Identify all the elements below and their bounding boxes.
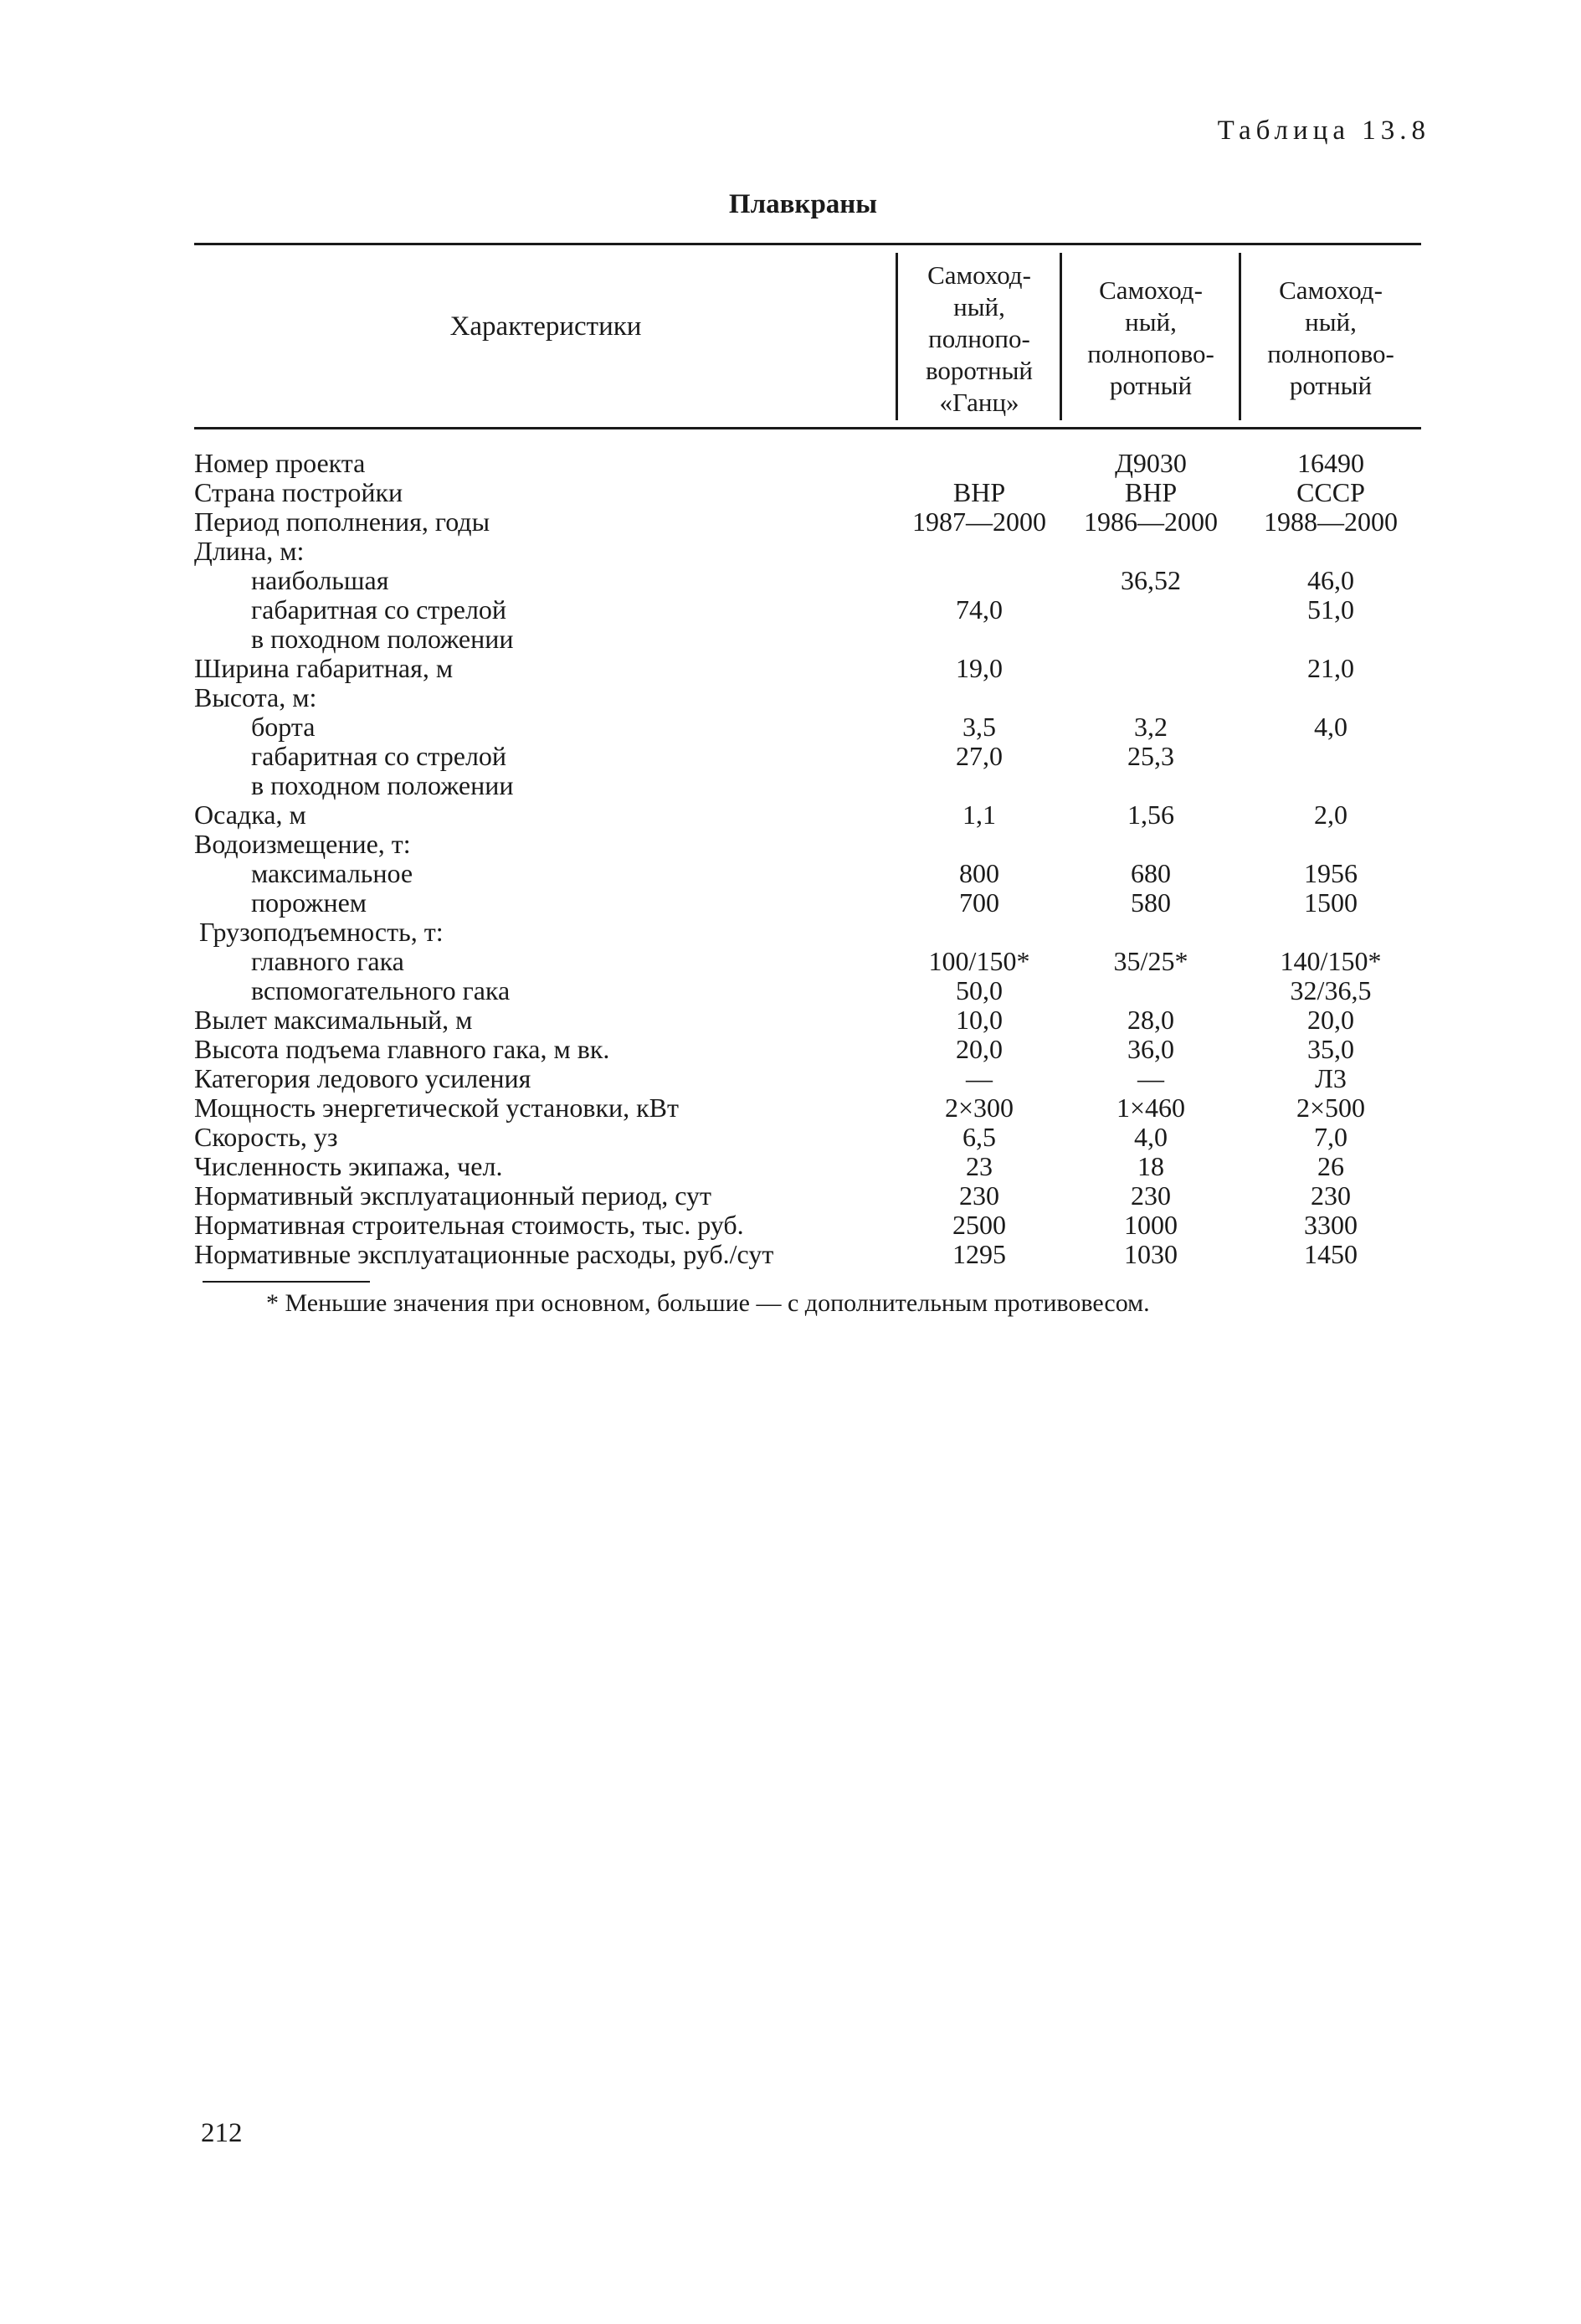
table-row [194,1064,1421,1093]
table-row [194,712,1421,742]
cell-value: 35,0 [1307,1034,1354,1064]
cell-value [1061,683,1240,712]
cell-value: 19,0 [956,653,1003,683]
column-header-line: ротный [1109,371,1193,400]
cell-value: 100/150* [928,946,1030,976]
cell-value [1061,830,1240,859]
column-header-line: полнопово- [1267,339,1394,368]
footnote-rule [203,1281,370,1283]
cell-value: 3,2 [1134,712,1168,742]
cell-value: 10,0 [956,1005,1003,1035]
cell-value [1061,537,1240,566]
column-header-line: Самоход- [927,260,1031,290]
column-header-line: полнопо- [928,324,1030,353]
cell-value: — [1137,1063,1164,1093]
table-row [194,976,1421,1005]
cell-value [1061,654,1240,683]
cell-value [1061,976,1240,1005]
cell-value: 1295 [952,1239,1006,1269]
row-label: порожнем [251,887,367,918]
cell-value: ВНР [952,477,1006,507]
cell-value: 800 [959,858,999,888]
cell-value: 23 [966,1151,993,1181]
row-label: Мощность энергетической установки, кВт [194,1093,679,1123]
table-row [194,507,1421,537]
cell-value: 46,0 [1307,565,1354,595]
cell-value: — [966,1063,993,1093]
row-label: Нормативная строительная стоимость, тыс. руб. [194,1210,744,1240]
table-row [194,947,1421,976]
table-row [194,478,1421,507]
cell-value [1240,742,1421,771]
column-header-line: ный, [953,292,1005,321]
cell-value: 3,5 [962,712,996,742]
row-label: максимальное [251,858,413,888]
cell-value [1240,625,1421,654]
table-row [194,859,1421,888]
row-label: наибольшая [251,565,389,595]
cell-value: 18 [1137,1151,1164,1181]
table-row [194,918,1421,947]
row-label: Период пополнения, годы [194,506,490,537]
row-label: Грузоподъемность, т: [199,917,444,947]
column-header-line: «Ганц» [939,388,1019,417]
cell-value: 580 [1131,887,1171,918]
cell-value [1240,537,1421,566]
cell-value: 2×500 [1296,1093,1366,1123]
cell-value: 1986—2000 [1084,506,1218,537]
cell-value [897,683,1061,712]
cell-value: 32/36,5 [1290,975,1372,1005]
cell-value: Л3 [1315,1063,1347,1093]
cell-value: 1×460 [1116,1093,1186,1123]
cell-value: 25,3 [1127,741,1174,771]
cell-value: 20,0 [1307,1005,1354,1035]
cell-value [1240,830,1421,859]
cell-value: 6,5 [962,1122,996,1152]
table-row [194,625,1421,654]
table-row [194,537,1421,566]
column-header-line: Самоход- [1279,275,1383,305]
row-label: Ширина габаритная, м [194,653,454,683]
table-row [194,1035,1421,1064]
row-label: в походном положении [251,770,514,800]
table-row [194,830,1421,859]
cell-value: 1987—2000 [912,506,1046,537]
cell-value: 140/150* [1280,946,1382,976]
row-label: вспомогательного гака [251,975,511,1005]
row-label: главного гака [251,946,404,976]
table-row [194,1093,1421,1123]
row-label: Страна постройки [194,477,403,507]
cell-value [897,918,1061,947]
row-label: Водоизмещение, т: [194,829,411,859]
cell-value [1240,683,1421,712]
table-row [194,654,1421,683]
cell-value [1061,625,1240,654]
row-label: в походном положении [251,624,514,654]
cell-value: 27,0 [956,741,1003,771]
table-row [194,771,1421,800]
column-header-line: ный, [1125,307,1177,337]
cell-value: Д9030 [1115,448,1187,478]
row-label: Номер проекта [194,448,366,478]
header-bottom-rule [194,427,1421,429]
cell-value: 7,0 [1314,1122,1347,1152]
row-label: борта [251,712,316,742]
column-header-3 [1240,275,1421,402]
cell-value: 1,1 [962,800,996,830]
cell-value [897,537,1061,566]
column-header-line: Самоход- [1099,275,1203,305]
table-title: Плавкраны [728,189,878,219]
cell-value [897,625,1061,654]
row-label: габаритная со стрелой [251,594,507,625]
column-header-line: воротный [925,356,1034,385]
cell-value: 1500 [1304,887,1358,918]
cell-value [1240,918,1421,947]
cell-value: 36,0 [1127,1034,1174,1064]
row-label: Скорость, уз [194,1122,338,1152]
table-body [194,449,1421,1269]
cell-value: 4,0 [1314,712,1347,742]
column-header-line: ротный [1289,371,1373,400]
cell-value [1240,771,1421,800]
cell-value: ВНР [1124,477,1178,507]
cell-value: 20,0 [956,1034,1003,1064]
cell-value [897,449,1061,478]
cell-value [1061,918,1240,947]
table-row [194,800,1421,830]
row-label: Численность экипажа, чел. [194,1151,503,1181]
cell-value: 230 [1311,1180,1351,1211]
column-header-1 [897,260,1061,419]
cell-value: 74,0 [956,594,1003,625]
page-number: 212 [201,2118,243,2148]
table-number: Таблица 13.8 [1217,116,1430,146]
table-row [194,1211,1421,1240]
table-row [194,1123,1421,1152]
cell-value: СССР [1296,477,1365,507]
cell-value: 230 [1131,1180,1171,1211]
cell-value [1061,771,1240,800]
table-top-rule [194,243,1421,245]
cell-value: 51,0 [1307,594,1354,625]
cell-value: 1450 [1304,1239,1358,1269]
cell-value: 1030 [1124,1239,1178,1269]
row-label: Категория ледового усиления [194,1063,531,1093]
row-label: Высота, м: [194,682,317,712]
cell-value: 35/25* [1113,946,1188,976]
cell-value: 2500 [952,1210,1006,1240]
cell-value: 1956 [1304,858,1358,888]
cell-value [1061,595,1240,625]
cell-value [897,771,1061,800]
row-label: габаритная со стрелой [251,741,507,771]
cell-value: 28,0 [1127,1005,1174,1035]
cell-value: 1,56 [1127,800,1174,830]
row-label: Осадка, м [194,800,306,830]
cell-value: 700 [959,887,999,918]
column-header-line: полнопово- [1087,339,1214,368]
row-label: Длина, м: [194,536,305,566]
column-header-2 [1061,275,1240,402]
row-label: Нормативные эксплуатационные расходы, руб./сут [194,1239,774,1269]
cell-value: 3300 [1304,1210,1358,1240]
table-row [194,888,1421,918]
table-row [194,1152,1421,1181]
table-row [194,1005,1421,1035]
cell-value: 4,0 [1134,1122,1168,1152]
table-row [194,449,1421,478]
cell-value: 36,52 [1121,565,1181,595]
row-label: Нормативный эксплуатационный период, сут [194,1180,712,1211]
cell-value: 2×300 [944,1093,1014,1123]
cell-value: 680 [1131,858,1171,888]
cell-value: 2,0 [1314,800,1347,830]
cell-value: 26 [1317,1151,1344,1181]
cell-value: 50,0 [956,975,1003,1005]
row-label: Вылет максимальный, м [194,1005,473,1035]
table-row [194,566,1421,595]
cell-value: 230 [959,1180,999,1211]
table-row [194,1181,1421,1211]
table-row [194,683,1421,712]
column-header-line: ный, [1305,307,1357,337]
cell-value: 21,0 [1307,653,1354,683]
footnote: * Меньшие значения при основном, большие — с дополнительным противовесом. [266,1289,1150,1317]
cell-value: 1000 [1124,1210,1178,1240]
table-row [194,1240,1421,1269]
cell-value: 16490 [1297,448,1364,478]
row-label: Высота подъема главного гака, м вк. [194,1034,610,1064]
table-row [194,742,1421,771]
header-characteristics: Характеристики [449,311,642,342]
cell-value [897,566,1061,595]
table-row [194,595,1421,625]
cell-value: 1988—2000 [1264,506,1398,537]
cell-value [897,830,1061,859]
